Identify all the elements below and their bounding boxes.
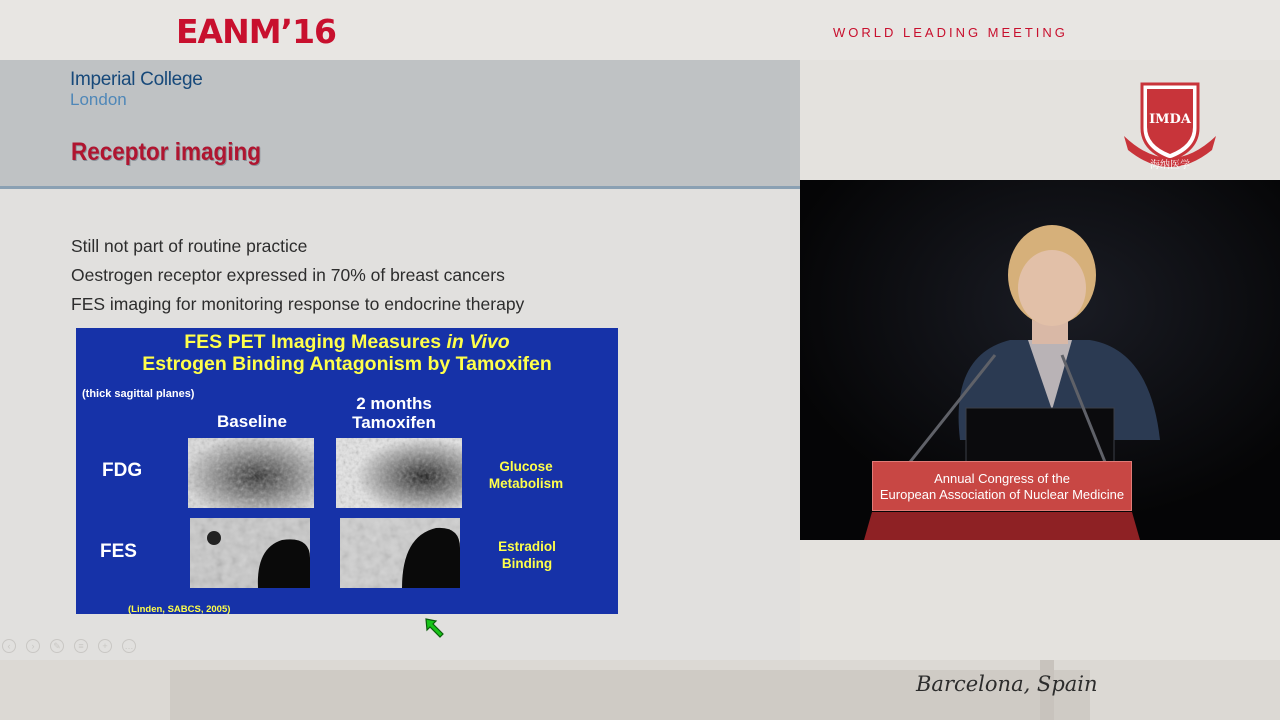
bullet-item: Still not part of routine practice [71, 236, 308, 256]
fes-pet-figure [76, 328, 618, 614]
zoom-icon[interactable]: + [98, 639, 112, 653]
figure-title-line2: Estrogen Binding Antagonism by Tamoxifen [142, 353, 552, 375]
eanm-logo: EANM’16 [176, 12, 336, 51]
next-icon[interactable]: › [26, 639, 40, 653]
institution-logo-line2: London [70, 90, 127, 109]
conference-header [0, 0, 1280, 60]
podium-sign-line: Annual Congress of the [934, 471, 1070, 486]
label-line: Glucose [499, 459, 553, 474]
imda-logo-text: IMDA [1149, 112, 1191, 127]
bullet-item: FES imaging for monitoring response to endocrine therapy [71, 294, 525, 314]
tagline: WORLD LEADING MEETING [833, 25, 1068, 40]
speaker-video [800, 180, 1280, 540]
imda-logo-subtext: 海纳医学 [1150, 160, 1190, 171]
pen-icon[interactable]: ✎ [50, 639, 64, 653]
menu-icon[interactable]: ≡ [74, 639, 88, 653]
imda-logo [1120, 80, 1220, 178]
more-icon[interactable]: … [122, 639, 136, 653]
label-estradiol-binding [472, 538, 582, 572]
figure-note: (thick sagittal planes) [82, 388, 195, 400]
label-glucose-metabolism [471, 458, 581, 492]
column-header-line: Tamoxifen [352, 413, 436, 432]
row-header-fdg: FDG [102, 460, 143, 481]
location-signature: Barcelona, Spain [916, 672, 1098, 696]
scan-fes-tamoxifen [340, 518, 460, 588]
figure-title-line1 [76, 331, 618, 354]
column-header-tamoxifen [334, 394, 454, 432]
cursor-arrow-icon [424, 617, 446, 639]
institution-logo-line1: Imperial College [70, 69, 203, 90]
slide-header [0, 60, 800, 189]
bullet-list [71, 232, 524, 319]
column-header-baseline: Baseline [217, 412, 287, 431]
slide-title: Receptor imaging [71, 138, 262, 166]
presentation-slide [0, 60, 800, 660]
figure-title-italic: in Vivo [446, 331, 510, 353]
scan-fes-baseline [190, 518, 310, 588]
row-header-fes: FES [100, 541, 137, 562]
figure-citation: (Linden, SABCS, 2005) [128, 604, 231, 614]
label-line: Metabolism [488, 476, 564, 491]
column-header-line: 2 months [356, 394, 432, 413]
podium-sign [872, 461, 1132, 511]
figure-title-part: FES PET Imaging Measures [184, 331, 447, 353]
prev-icon[interactable]: ‹ [2, 639, 16, 653]
scan-fdg-baseline [188, 438, 314, 508]
bullet-item: Oestrogen receptor expressed in 70% of breast cancers [71, 265, 505, 285]
label-line: Estradiol [498, 539, 556, 554]
podium-sign-line: European Association of Nuclear Medicine [879, 487, 1125, 502]
scan-fdg-tamoxifen [336, 438, 462, 508]
label-line: Binding [501, 556, 553, 571]
